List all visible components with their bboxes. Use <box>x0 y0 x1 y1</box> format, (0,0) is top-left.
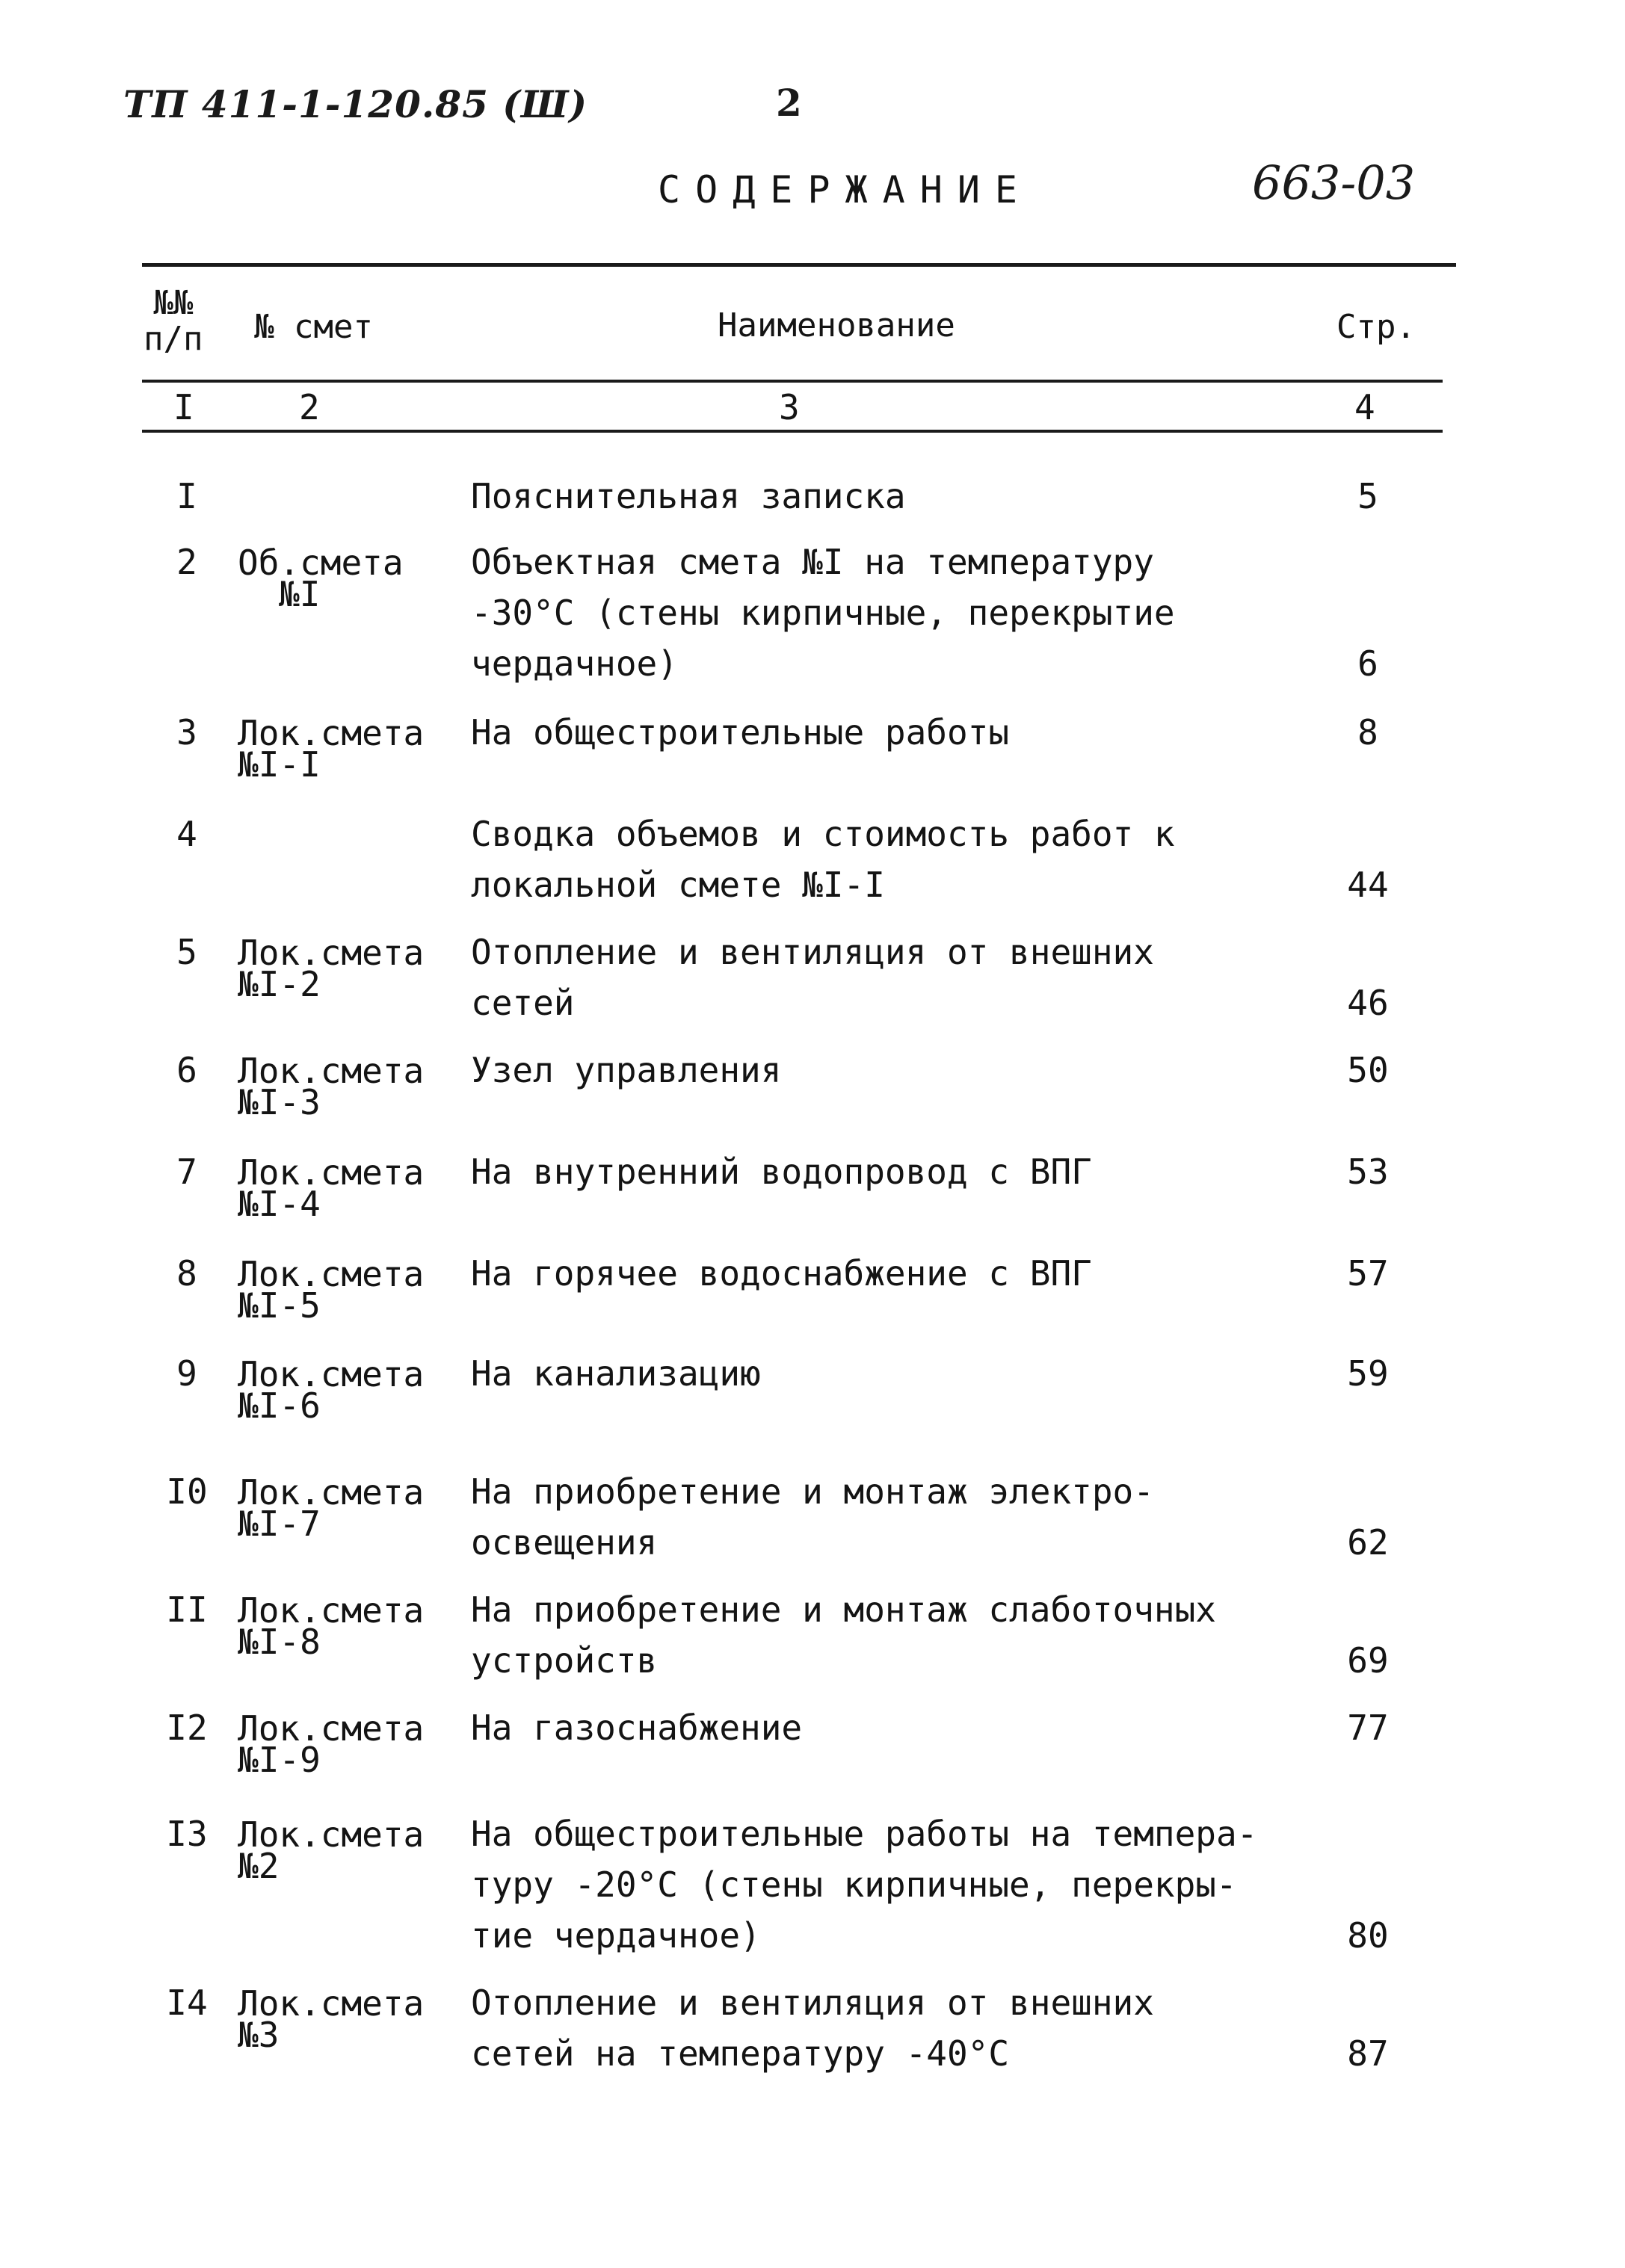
row-name: Отопление и вентиляция от внешних сетей <box>471 932 1154 1023</box>
column-number-2: 2 <box>299 387 320 427</box>
row-name: На общестроительные работы <box>471 712 1010 753</box>
row-page: 53 <box>1347 1152 1389 1192</box>
row-name: Объектная смета №I на температуру -30°С (стены кирпичные, перекрытие чердачное) <box>471 542 1175 684</box>
row-number: 8 <box>176 1253 197 1294</box>
row-number: 4 <box>176 814 197 854</box>
row-name: На приобретение и монтаж слаботочных устройств <box>471 1589 1216 1681</box>
column-number-1: I <box>173 387 194 427</box>
row-estimate: Лок.смета №I-6 <box>238 1354 425 1426</box>
row-page: 50 <box>1347 1050 1389 1090</box>
row-number: 5 <box>176 932 197 972</box>
row-estimate: Лок.смета №I-4 <box>238 1152 425 1224</box>
column-number-3: 3 <box>779 387 800 427</box>
row-page: 5 <box>1357 476 1378 516</box>
row-number: I <box>176 476 197 516</box>
header-bottom-rule <box>142 380 1443 383</box>
table-top-rule <box>142 263 1456 267</box>
row-estimate: Лок.смета №I-8 <box>238 1590 425 1662</box>
column-header-name: Наименование <box>718 306 955 344</box>
column-header-number: №№ п/п <box>144 284 203 358</box>
column-numbers-rule <box>142 430 1443 433</box>
row-estimate: Лок.смета №I-9 <box>238 1708 425 1780</box>
row-estimate: Лок.смета №2 <box>238 1814 425 1886</box>
row-page: 59 <box>1347 1353 1389 1394</box>
row-number: I3 <box>166 1814 208 1854</box>
row-number: I0 <box>166 1471 208 1512</box>
row-estimate: Лок.смета №I-2 <box>238 933 425 1004</box>
row-page: 57 <box>1347 1253 1389 1294</box>
row-page: 46 <box>1347 983 1389 1023</box>
row-name: Пояснительная записка <box>471 476 906 516</box>
row-estimate: Об.смета №I <box>238 543 404 614</box>
row-name: Сводка объемов и стоимость работ к локальной смете №I-I <box>471 814 1175 905</box>
row-number: 6 <box>176 1050 197 1090</box>
row-page: 6 <box>1357 643 1378 684</box>
row-number: 2 <box>176 542 197 582</box>
row-estimate: Лок.смета №I-5 <box>238 1254 425 1326</box>
row-estimate: Лок.смета №I-I <box>238 713 425 785</box>
row-page: 80 <box>1347 1915 1389 1956</box>
column-header-page: Стр. <box>1336 308 1416 346</box>
row-estimate: Лок.смета №3 <box>238 1983 425 2055</box>
row-number: 3 <box>176 712 197 753</box>
row-number: II <box>166 1589 208 1630</box>
row-page: 8 <box>1357 712 1378 753</box>
row-name: На приобретение и монтаж электро- освещения <box>471 1471 1154 1563</box>
document-title: СОДЕРЖАНИЕ <box>658 168 1033 211</box>
row-number: I2 <box>166 1708 208 1748</box>
row-name: На внутренний водопровод с ВПГ <box>471 1152 1092 1192</box>
row-page: 69 <box>1347 1640 1389 1681</box>
row-estimate: Лок.смета №I-3 <box>238 1051 425 1122</box>
row-number: 9 <box>176 1353 197 1394</box>
row-name: На общестроительные работы на темпера- туру -20°С (стены кирпичные, перекры- тие чердачное) <box>471 1814 1258 1956</box>
row-name: На канализацию <box>471 1353 761 1394</box>
page-number: 2 <box>776 81 802 125</box>
row-page: 62 <box>1347 1522 1389 1563</box>
row-number: I4 <box>166 1983 208 2023</box>
row-page: 44 <box>1347 865 1389 905</box>
row-name: Узел управления <box>471 1050 782 1090</box>
row-number: 7 <box>176 1152 197 1192</box>
row-page: 87 <box>1347 2033 1389 2074</box>
row-name: Отопление и вентиляция от внешних сетей на температуру -40°С <box>471 1983 1154 2074</box>
column-number-4: 4 <box>1354 387 1375 427</box>
row-name: На горячее водоснабжение с ВПГ <box>471 1253 1092 1294</box>
row-estimate: Лок.смета №I-7 <box>238 1472 425 1544</box>
row-name: На газоснабжение <box>471 1708 803 1748</box>
row-page: 77 <box>1347 1708 1389 1748</box>
document-code: ТП 411-1-120.85 (Ш) <box>123 82 588 126</box>
column-header-estimate: № смет <box>254 308 373 346</box>
project-code: 663-03 <box>1252 155 1416 210</box>
